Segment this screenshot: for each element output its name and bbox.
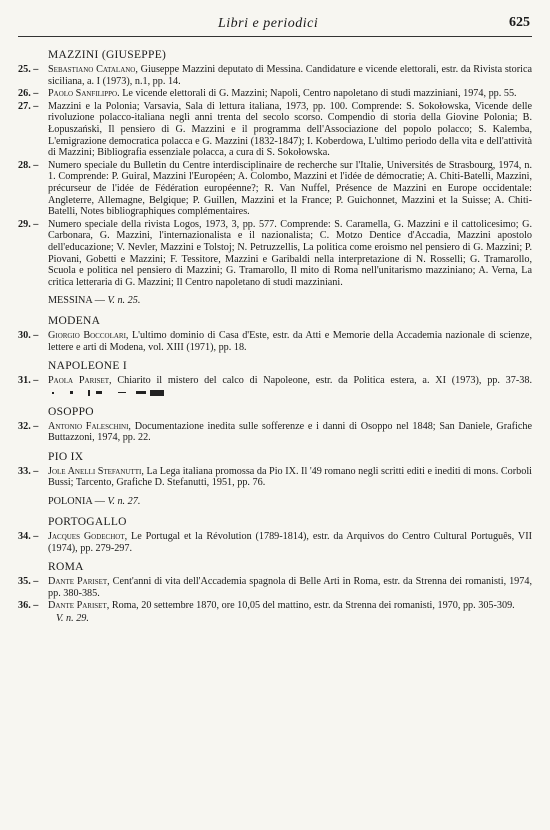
section-heading: OSOPPO xyxy=(48,405,94,418)
section-heading: MAZZINI (GIUSEPPE) xyxy=(48,49,167,61)
bibliography-content xyxy=(18,48,532,631)
entry-body: , Chiarito il mistero del calco di Napoleone, estr. da Politica estera, a. XI (1973), pp. 37-38. xyxy=(109,375,532,387)
entry-29 xyxy=(18,219,532,289)
section-pio-ix xyxy=(18,450,532,489)
crossref-label: MESSINA — xyxy=(48,295,105,307)
entry-35 xyxy=(18,576,532,599)
crossref-polonia xyxy=(18,495,532,509)
trailing-crossref: V. n. 29. xyxy=(56,613,89,624)
entry-number: 36. – xyxy=(18,600,39,612)
entry-number: 26. – xyxy=(18,88,39,100)
crossref-ref: V. n. 27. xyxy=(107,496,141,508)
entry-number: 35. – xyxy=(18,576,39,588)
section-mazzini xyxy=(18,48,532,288)
entry-number: 32. – xyxy=(18,420,39,432)
running-header xyxy=(18,14,532,37)
entry-body: , Cent'anni di vita dell'Accademia spagnola di Belle Arti in Roma, estr. da Strenna dei romanisti, 1974, pp. 380-385. xyxy=(48,576,533,599)
entry-author: Sebastiano Catalano xyxy=(48,64,136,75)
section-portogallo xyxy=(18,515,532,554)
section-heading: PIO IX xyxy=(48,450,84,463)
entry-27 xyxy=(18,101,532,159)
entry-36 xyxy=(18,600,532,612)
section-heading: PORTOGALLO xyxy=(48,516,127,529)
entry-28 xyxy=(18,160,532,218)
page-number: 625 xyxy=(509,15,530,30)
entry-author: Giorgio Boccolari xyxy=(48,330,126,342)
entry-author: Jole Anelli Stefanutti xyxy=(48,465,142,477)
entry-number: 27. – xyxy=(18,100,39,112)
crossref-messina xyxy=(18,294,532,308)
entry-number: 29. – xyxy=(18,218,39,230)
entry-body: , La Lega italiana promossa da Pio IX. Il '49 romano negli scritti editi e inediti di mons. Corboli Bussi; Tarcento, Grafiche D. Stefanutti, 1951, pp. 76. xyxy=(48,465,532,489)
entry-author: Antonio Faleschini xyxy=(48,420,129,432)
entry-26 xyxy=(18,88,532,100)
entry-32 xyxy=(18,421,532,444)
section-heading: NAPOLEONE I xyxy=(48,360,127,373)
entry-author: Paolo Sanfilippo xyxy=(48,88,118,100)
entry-number: 33. – xyxy=(18,465,39,477)
entry-author: Dante Pariset xyxy=(48,576,108,588)
crossref-ref: V. n. 25. xyxy=(107,295,141,307)
crossref-label: POLONIA — xyxy=(48,496,105,508)
entry-number: 30. – xyxy=(18,330,39,342)
entry-25 xyxy=(18,64,532,87)
entry-30 xyxy=(18,330,532,353)
entry-34 xyxy=(18,531,532,554)
section-modena xyxy=(18,314,532,353)
entry-author: Paola Pariset xyxy=(48,375,110,387)
section-heading: ROMA xyxy=(48,561,84,574)
entry-body: , L'ultimo dominio di Casa d'Este, estr. da Atti e Memorie della Accademia nazionale di scienze, lettere e arti di Modena, vol. XIII (1971), pp. 18. xyxy=(48,330,532,353)
entry-author: Jacques Godechot xyxy=(48,531,125,543)
entry-number: 31. – xyxy=(18,375,39,387)
section-napoleone xyxy=(18,359,532,398)
entry-body: Numero speciale della rivista Logos, 1973, 3, pp. 577. Comprende: S. Caramella, G. Mazzini e il cattolicesimo; G. Carbonara, G. Mazzini, l'internazionalista e il nazionalista; C. Motzo Dentice d'Accadia, Mazzini apostolo dell'educazione; V. Nevler, Mazzini e Tolstoj; N. Petruzzellis, La politica come eroismo nel pensiero di G. Mazzini; P. Piovani, Gobetti e Mazzini; F. Tessitore, Mazzini e Garibaldi nella interpretazione di N. Rosselli; G. Tramarollo, Scuola e politica nel pensiero di Mazzini; G. Tramarollo, Il mito di Roma nell'unitarismo mazziniano; A. Verna, La critica letteraria di G. Mazzini; Il Centro napoletano di studi mazziniani. xyxy=(48,218,532,288)
print-smudge-icon xyxy=(48,389,168,397)
entry-number: 34. – xyxy=(18,531,39,543)
entry-body: Mazzini e la Polonia; Varsavia, Sala di lettura italiana, 1973, pp. 100. Comprende: S. Sokołowska, Vicende delle rivoluzione polacco-italiana negli anni trenta del secolo scorso. Compendio di storia della Giovine Polonia; B. Łopuszański, Il pensiero di G. Mazzini e il programma dell'Associazione del popolo polacco; S. Kalemba, L'emigrazione democratica polacca e G. Mazzini (1832-1847); I. Koberdowa, L'ultimo periodo della vita e dell'attività di Mazzini; Bibliografia essenziale polacca, a cura di S. Sokołowska. xyxy=(48,100,532,159)
entry-body: . Le vicende elettorali di G. Mazzini; Napoli, Centro napoletano di studi mazziniani, 1974, pp. 55. xyxy=(117,88,517,100)
entry-33 xyxy=(18,466,532,489)
entry-number: 28. – xyxy=(18,159,39,171)
running-title: Libri e periodici xyxy=(218,16,319,31)
entry-author: Dante Pariset xyxy=(48,600,107,612)
entry-body: , Le Portugal et la Révolution (1789-1814), estr. da Arquivos do Centro Cultural Português, VII (1974), pp. 279-297. xyxy=(48,531,532,554)
entry-body: Numero speciale du Bulletin du Centre interdisciplinaire de recherche sur l'Italie, Universités de Strasbourg, 1974, n. 1. Comprende: P. Guiral, Mazzini l'Européen; A. Colombo, Mazzini et l'idée de démocratie; A. Chiti-Batelli, Mazzini, précurseur de l'idée de Fédération européenne?; R. Van Nuffel, Présence de Mazzini en Europe occidentale: Angleterre, Allemagne, Belgique; P. Guillen, Mazzini et la France; P. Guichonnet, Mazzini et la Suisse; A. Chiti-Batelli, Notes bibliographiques complémentaires. xyxy=(48,159,532,218)
entry-number: 25. – xyxy=(18,64,39,75)
entry-body: , Roma, 20 settembre 1870, ore 10,05 del mattino, estr. da Strenna dei romanisti, 1970, pp. 305-309. xyxy=(106,600,515,612)
section-roma xyxy=(18,560,532,624)
section-osoppo xyxy=(18,405,532,444)
entry-31 xyxy=(18,375,532,398)
section-heading: MODENA xyxy=(48,315,101,328)
entry-body: , Giuseppe Mazzini deputato di Messina. Candidature e vicende elettorali, estr. da Rivista storica siciliana, a. I (1973), n.1, pp. 14. xyxy=(48,64,532,87)
entry-body: , Documentazione inedita sulle sofferenze e i danni di Osoppo nel 1848; San Daniele, Grafiche Buttazzoni, 1974, pp. 22. xyxy=(48,420,533,444)
